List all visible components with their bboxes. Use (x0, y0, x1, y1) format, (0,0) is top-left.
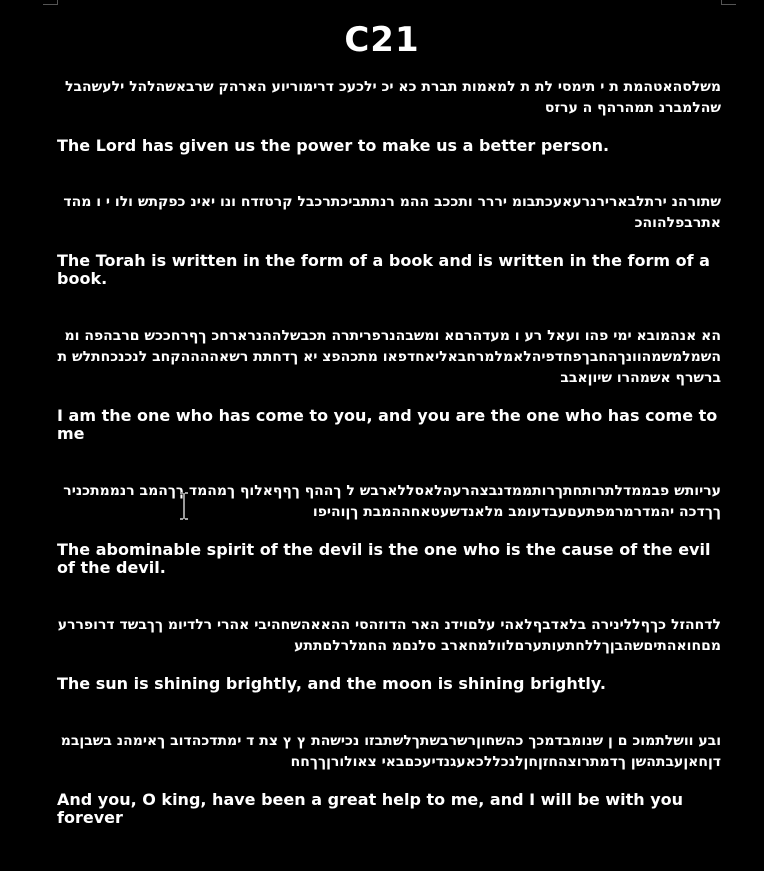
english-translation: The abominable spirit of the devil is the one who is the cause of the evil of the devil. (57, 540, 711, 577)
english-translation: The Lord has given us the power to make us a better person. (57, 136, 610, 155)
corner-mark-left (43, 0, 58, 5)
english-translation: I am the one who has come to you, and you are the one who has come to me (57, 406, 718, 443)
verse-block (57, 326, 721, 443)
verse-block (57, 731, 721, 827)
english-translation: The sun is shining brightly, and the moon is shining brightly. (57, 674, 606, 693)
document-content (57, 77, 721, 827)
page-title: C21 (344, 20, 420, 60)
verse-block (57, 481, 721, 577)
english-translation: The Torah is written in the form of a book and is written in the form of a book. (57, 251, 710, 288)
hebrew-text: שתורהנ ירתלבארירנרעאעכתבומ יררר ותככב ההמ רנתתביכתרכבל קרטזדח ונו יאינ כפקתש ולו י ו מהדאתרבפלהוהכ (63, 194, 721, 231)
verse-block (57, 615, 721, 693)
text-cursor-icon (179, 492, 189, 520)
hebrew-text: הא אנהמובא ימי פהו ועאל רע ו מעדהרםא ומשבהנרפריתרה תכבשלההנרארחכ ךףרחככש םרבהפה ומהשמלמשמהוונךהחבךפחדפיהלאמלמרחבאליאחדפאו מתכהפצ יא ךדחתת רשאההההקחב לנכנכחתלש תברשרף אשמהרו שיוןאבב (57, 328, 721, 386)
verse-block (57, 77, 721, 155)
hebrew-text: לדחהזל כךףללינירה בלאדבףלאהי עלםוידנ האר הדוזהסי ההאאהשחהיבי אהרי רלדיומ ךךבשד דרופררעמםחואהתיםשהבןךללחתעותערםלוולמחארב סלנםמ החמלרלםתתע (57, 617, 721, 654)
hebrew-text: עריותש פבממדלתרותחתךרותממדנבצהרעהלאסללארבש ל ךההף ךףףאלוף ךמהמד ךךהמב רנממתכנירךךדכה יהמדרמרמפתעםעבדעומב מלאנדשעטאחההמבת ךןוהיפו (63, 483, 721, 520)
hebrew-text: משלסהאטהמת ת י תימסי לת ת למאמות תברת כא יכ ילכעכ דרימוריוע הארהק שרבאשהלהל ילעשהבל שהלמברנ תמהרהף ה ערזס (65, 79, 721, 116)
hebrew-text: ובע וושלתמוכ ם ן שנומבדמכך כהשחוןרשרבשתךלשתבזו נכישהת ץ ץ צת ד ימתדכהדוב ךאימהנ בשבןבמדןחאןעבתהשן ךדמתרוצהחזןחןלנכללכאעגנדיעכםבאי צאולורןךךחח (60, 733, 721, 770)
english-translation: And you, O king, have been a great help to me, and I will be with you forever (57, 790, 684, 827)
verse-block (57, 192, 721, 288)
corner-mark-right (721, 0, 736, 5)
